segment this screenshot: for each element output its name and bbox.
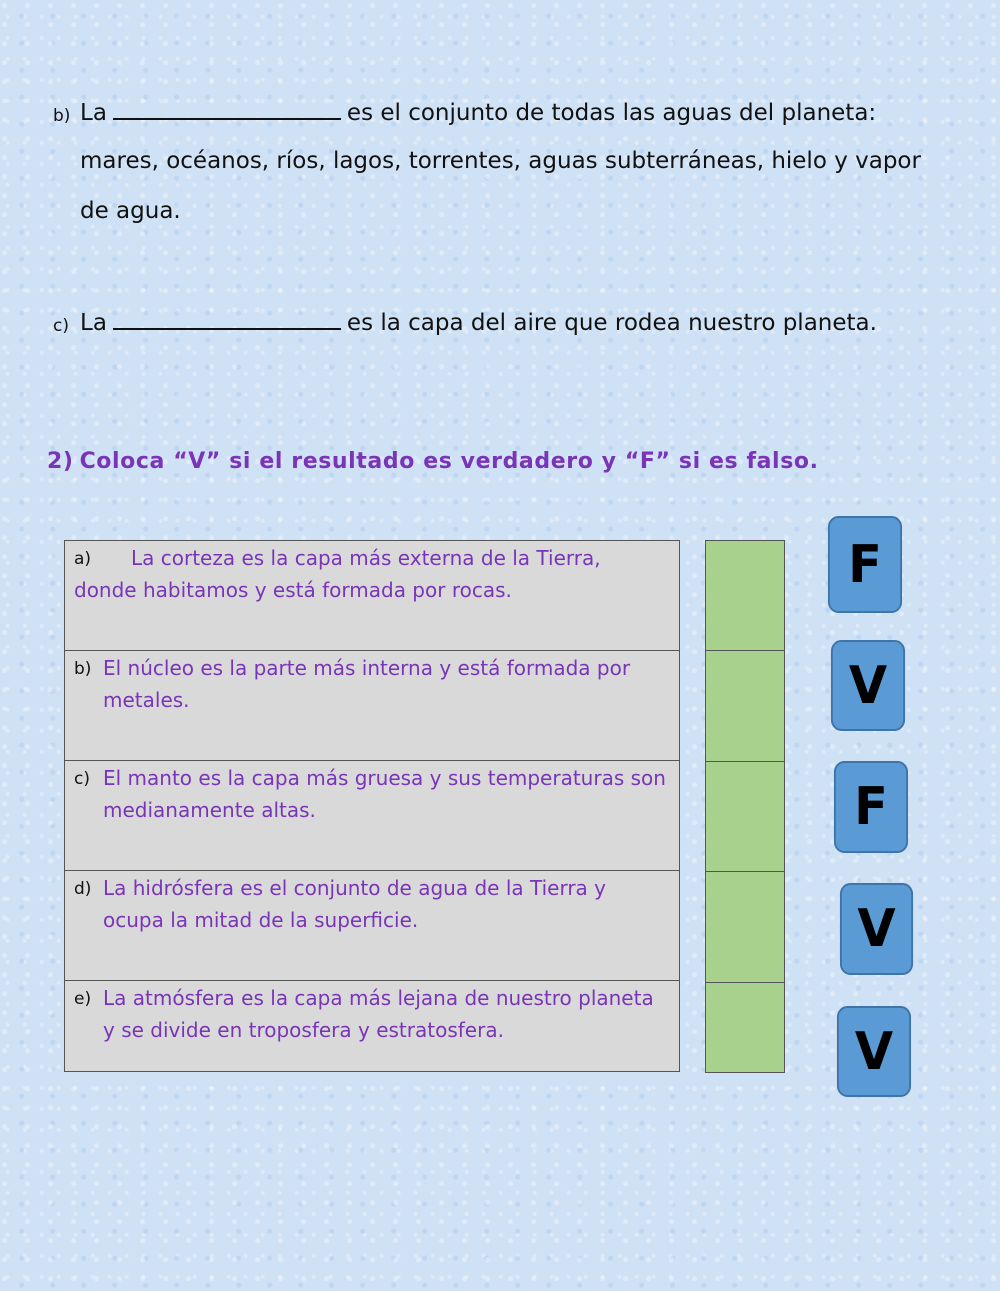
answer-tile-v[interactable]: V bbox=[840, 883, 913, 975]
question-line: de agua. bbox=[80, 198, 181, 224]
statement-label: a) bbox=[74, 549, 92, 569]
question-line: mares, océanos, ríos, lagos, torrentes, aguas subterráneas, hielo y vapor bbox=[80, 148, 921, 174]
statement-text: El núcleo es la parte más interna y está formada por metales. bbox=[103, 656, 631, 712]
drop-zone-a[interactable] bbox=[706, 541, 784, 650]
answer-tile-f[interactable]: F bbox=[834, 761, 908, 853]
section-instruction: Coloca “V” si el resultado es verdadero y “F” si es falso. bbox=[79, 449, 819, 474]
question-line bbox=[80, 308, 877, 336]
statement-cell bbox=[65, 871, 680, 981]
statement-label: b) bbox=[74, 659, 92, 679]
statement-cell bbox=[65, 761, 680, 871]
statement-text: La atmósfera es la capa más lejana de nuestro planeta y se divide en troposfera y estratosfera. bbox=[103, 986, 654, 1042]
drop-zone-e[interactable] bbox=[706, 983, 784, 1073]
answer-tile-v[interactable]: V bbox=[837, 1006, 911, 1097]
drop-zone-d[interactable] bbox=[706, 872, 784, 982]
answer-drop-column bbox=[705, 540, 785, 1073]
question-label: c) bbox=[53, 316, 69, 336]
table-row bbox=[65, 761, 680, 871]
statement-text: La corteza es la capa más externa de la Tierra, donde habitamos y está formada por rocas. bbox=[74, 546, 601, 602]
question-prefix: La bbox=[80, 100, 107, 126]
answer-blank-c[interactable] bbox=[113, 308, 341, 330]
statement-label: e) bbox=[74, 989, 92, 1009]
statement-cell bbox=[65, 651, 680, 761]
table-row bbox=[65, 871, 680, 981]
question-label: b) bbox=[53, 106, 71, 126]
answer-blank-b[interactable] bbox=[113, 98, 341, 120]
question-text: es el conjunto de todas las aguas del planeta: bbox=[346, 100, 877, 126]
answer-tile-v[interactable]: V bbox=[831, 640, 905, 731]
table-row bbox=[65, 981, 680, 1072]
statement-cell bbox=[65, 981, 680, 1072]
statements-table bbox=[64, 540, 680, 1072]
section-title bbox=[47, 449, 819, 474]
table-row bbox=[65, 651, 680, 761]
question-line bbox=[80, 98, 876, 126]
statement-label: d) bbox=[74, 879, 92, 899]
statement-text: La hidrósfera es el conjunto de agua de la Tierra y ocupa la mitad de la superficie. bbox=[103, 876, 606, 932]
question-text: es la capa del aire que rodea nuestro planeta. bbox=[346, 310, 877, 336]
answer-tile-f[interactable]: F bbox=[828, 516, 902, 613]
table-row bbox=[65, 541, 680, 651]
statement-text: El manto es la capa más gruesa y sus temperaturas son medianamente altas. bbox=[103, 766, 666, 822]
drop-zone-c[interactable] bbox=[706, 762, 784, 871]
statement-label: c) bbox=[74, 769, 90, 789]
question-prefix: La bbox=[80, 310, 107, 336]
statement-cell bbox=[65, 541, 680, 651]
section-number: 2) bbox=[47, 449, 74, 474]
drop-zone-b[interactable] bbox=[706, 651, 784, 761]
